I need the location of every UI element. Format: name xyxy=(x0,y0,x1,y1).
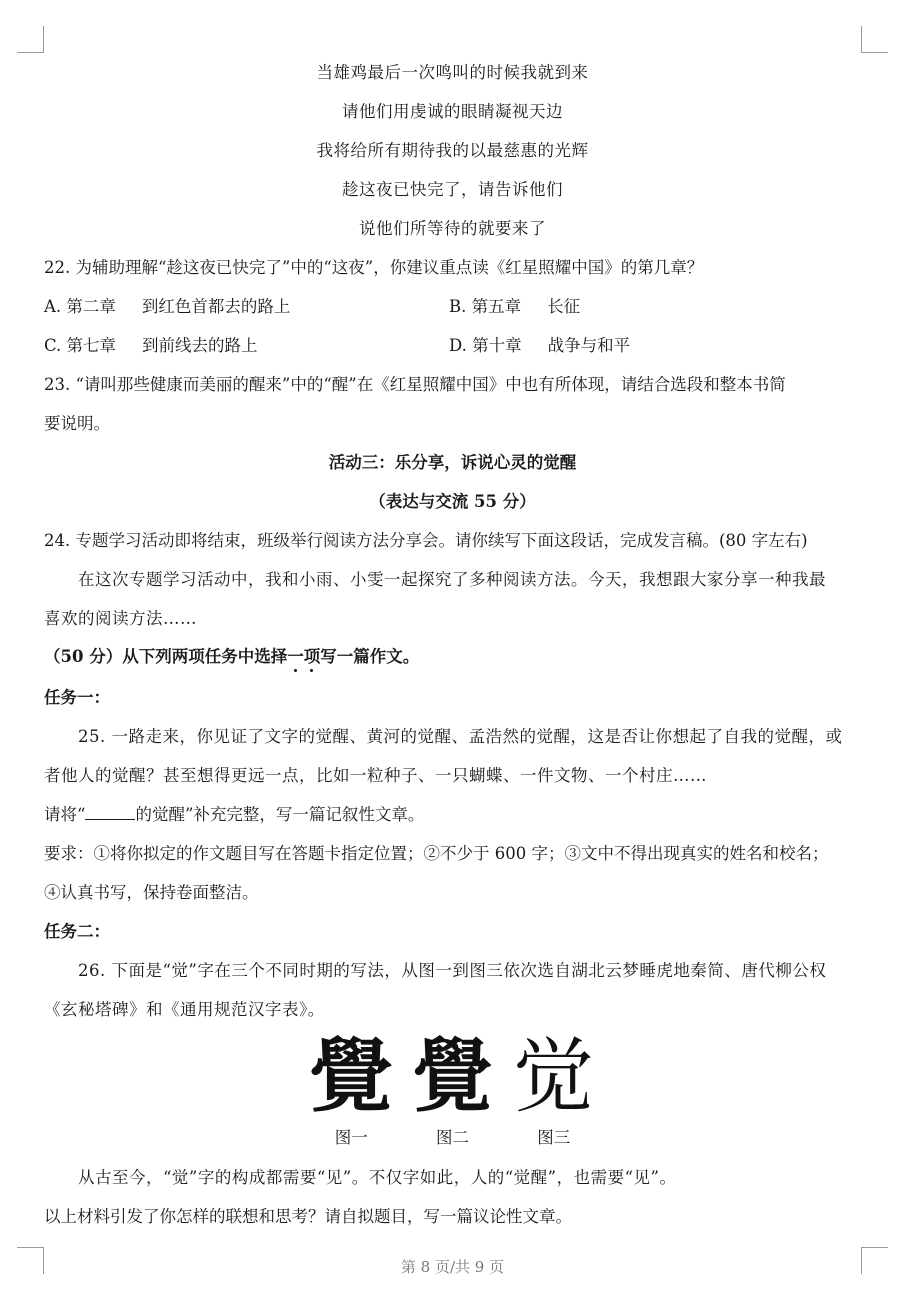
poem-line: 趁这夜已快完了，请告诉他们 xyxy=(342,180,563,199)
page-number: 第 8 页/共 9 页 xyxy=(400,1258,505,1276)
task-two-label: 任务二： xyxy=(44,922,110,941)
crop-mark-top-left xyxy=(17,26,44,53)
q22-option-d: D. 第十章 战争与和平 xyxy=(449,336,631,355)
question-23-line1: 23. “请叫那些健康而美丽的醒来”中的“醒”在《红星照耀中国》中也有所体现，请结合选段和整本书简 xyxy=(44,375,786,394)
question-26-prompt: 以上材料引发了你怎样的联想和思考？请自拟题目，写一篇议论性文章。 xyxy=(44,1207,572,1226)
question-23-line2: 要说明。 xyxy=(44,414,110,433)
fill-blank xyxy=(85,803,135,820)
crop-mark-top-right xyxy=(861,26,888,53)
question-26-line2: 《玄秘塔碑》和《通用规范汉字表》。 xyxy=(44,1000,325,1019)
question-26-line1: 26. 下面是“觉”字在三个不同时期的写法，从图一到图三依次选自湖北云梦睡虎地秦简、唐代柳公权 xyxy=(78,961,827,980)
emphasis-dot-char: 项 xyxy=(303,647,321,666)
question-24-paragraph-line2: 喜欢的阅读方法…… xyxy=(44,609,197,628)
question-22-stem: 22. 为辅助理解“趁这夜已快完了”中的“这夜”，你建议重点读《红星照耀中国》的第几章？ xyxy=(44,258,704,277)
essay-heading: （50 分）从下列两项任务中选择一项写一篇作文。 xyxy=(44,647,420,666)
requirements-line2: ④认真书写，保持卷面整洁。 xyxy=(44,883,259,902)
task-one-label: 任务一： xyxy=(44,688,110,707)
q22-option-b: B. 第五章 长征 xyxy=(449,297,581,316)
figure-captions xyxy=(0,1127,905,1149)
question-24-stem: 24. 专题学习活动即将结束，班级举行阅读方法分享会。请你续写下面这段话，完成发言稿。(80 字左右) xyxy=(44,531,808,550)
q22-option-c: C. 第七章 到前线去的路上 xyxy=(44,336,258,355)
question-26-paragraph: 从古至今，“觉”字的构成都需要“见”。不仅字如此，人的“觉醒”，也需要“见”。 xyxy=(78,1168,677,1187)
activity-three-title: 活动三：乐分享，诉说心灵的觉醒 xyxy=(328,453,577,472)
emphasis-dot-char: 一 xyxy=(287,647,304,666)
q22-option-a: A. 第二章 到红色首都去的路上 xyxy=(44,297,291,316)
activity-three-subtitle: （表达与交流 55 分） xyxy=(369,492,536,511)
question-24-paragraph-line1: 在这次专题学习活动中，我和小雨、小雯一起探究了多种阅读方法。今天，我想跟大家分享一种我最 xyxy=(78,570,826,589)
poem-line: 请他们用虔诚的眼睛凝视天边 xyxy=(342,102,563,121)
figure-one-glyph: 覺 xyxy=(309,1029,394,1123)
question-25-line2: 者他人的觉醒？甚至想得更远一点，比如一粒种子、一只蝴蝶、一件文物、一个村庄…… xyxy=(44,766,707,785)
figure-two-glyph: 覺 xyxy=(412,1029,493,1123)
caption-figure-three: 图三 xyxy=(537,1128,571,1147)
caption-figure-two: 图二 xyxy=(436,1128,469,1147)
poem-line: 说他们所等待的就要来了 xyxy=(359,219,546,238)
question-25-prompt: 请将“ 的觉醒”补充完整，写一篇记叙性文章。 xyxy=(44,805,425,824)
jue-character-figures xyxy=(0,1029,905,1123)
question-25-line1: 25. 一路走来，你见证了文字的觉醒、黄河的觉醒、孟浩然的觉醒，这是否让你想起了自我的觉醒，或 xyxy=(78,727,843,746)
poem-line: 我将给所有期待我的以最慈惠的光辉 xyxy=(316,141,589,160)
caption-figure-one: 图一 xyxy=(334,1128,368,1147)
poem-line: 当雄鸡最后一次鸣叫的时候我就到来 xyxy=(316,63,589,82)
figure-three-glyph: 觉 xyxy=(513,1030,594,1123)
requirements-line1: 要求：①将你拟定的作文题目写在答题卡指定位置；②不少于 600 字；③文中不得出现真实的姓名和校名； xyxy=(44,844,829,863)
